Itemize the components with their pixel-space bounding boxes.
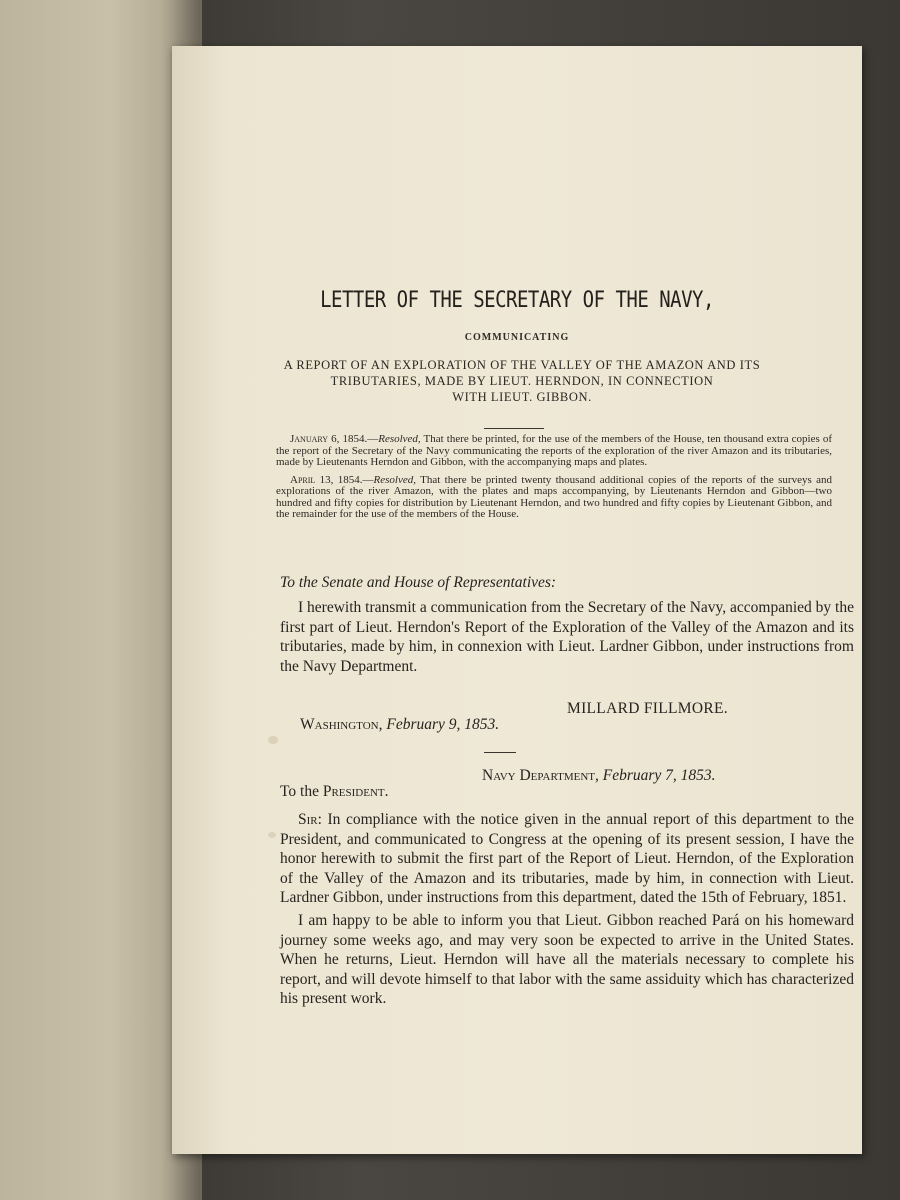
sir-label: Sir bbox=[298, 811, 318, 828]
resolved-label: Resolved, bbox=[373, 473, 416, 486]
letter-addressee bbox=[280, 783, 389, 801]
message-body bbox=[280, 598, 854, 676]
message-dateline bbox=[300, 716, 499, 734]
subtitle-line: A REPORT OF AN EXPLORATION OF THE VALLEY OF THE AMAZON AND ITS bbox=[283, 358, 761, 372]
resolution-date: January 6 bbox=[290, 433, 337, 445]
document-title: LETTER OF THE SECRETARY OF THE NAVY, bbox=[320, 287, 714, 313]
foxing-spot bbox=[268, 736, 278, 744]
addressee-prefix: To the bbox=[280, 783, 323, 800]
letter-dateline bbox=[482, 767, 716, 785]
letter-paragraph: I am happy to be able to inform you that Lieut. Gibbon reached Pará on his homeward journey some weeks ago, and may very soon be expected to arrive in the United States. When he returns, Lieut. Herndon will have all the materials necessary to complete his report, and will devote himself to that labor with the same assiduity which has characterized his present work. bbox=[280, 911, 854, 1008]
dateline-date: , February 9, 1853. bbox=[378, 716, 500, 733]
resolution-paragraph bbox=[276, 434, 832, 469]
resolutions bbox=[276, 434, 832, 527]
resolution-date: April 13 bbox=[290, 473, 331, 486]
message-salutation: To the Senate and House of Representatives: bbox=[280, 574, 557, 591]
dateline-place: Washington bbox=[300, 716, 379, 733]
foxing-spot bbox=[268, 832, 276, 838]
letter-paragraph-text: : In compliance with the notice given in the annual report of this department to the President, and communicated to Congress at the opening of its present session, I have the honor herewith to submit the first part of the Report of Lieut. Herndon, of the Exploration of the Valley of the Amazon and its tributaries, made by him, in connection with Lieut. Lardner Gibbon, under instructions from this department, dated the 15th of February, 1851. bbox=[280, 811, 854, 907]
divider-rule bbox=[484, 428, 544, 429]
resolved-label: Resolved, bbox=[378, 433, 421, 445]
letter-paragraph bbox=[280, 810, 854, 908]
subtitle-line: WITH LIEUT. GIBBON. bbox=[452, 390, 592, 404]
letter-body bbox=[280, 810, 854, 1009]
resolution-year: , 1854.— bbox=[336, 433, 379, 445]
signature: MILLARD FILLMORE. bbox=[567, 700, 728, 717]
communicating-label: COMMUNICATING bbox=[464, 332, 570, 343]
resolution-year: , 1854.— bbox=[330, 473, 374, 486]
message-paragraph: I herewith transmit a communication from the Secretary of the Navy, accompanied by the first part of Lieut. Herndon's Report of the Exploration of the Valley of the Amazon and its tributaries, made by him, in connexion with Lieut. Lardner Gibbon, under instructions from the Navy Department. bbox=[280, 599, 854, 675]
document-page bbox=[172, 46, 862, 1154]
resolution-text: That there be printed, for the use of the members of the House, ten thousand extra copies of the report of the Secretary of the Navy communicating the reports of the exploration of the river Amazon and its tributaries, made by Lieutenants Herndon and Gibbon, with the accompanying maps and plates. bbox=[276, 433, 832, 468]
subtitle-line: TRIBUTARIES, MADE BY LIEUT. HERNDON, IN CONNECTION bbox=[330, 374, 714, 388]
resolution-paragraph bbox=[276, 475, 832, 521]
divider-rule bbox=[484, 752, 516, 753]
dateline-date: , February 7, 1853. bbox=[595, 767, 716, 784]
addressee-title: President. bbox=[322, 783, 389, 800]
resolution-text: That there be printed twenty thousand additional copies of the reports of the surveys and explorations of the river Amazon, with the plates and maps accompanying, by Lieutenants Herndon and Gibbon—two hundred and fifty copies for distribution by Lieutenant Herndon, and two hundred and fifty copies by Lieutenant Gibbon, and the remainder for the use of the members of the House. bbox=[276, 473, 832, 520]
dateline-place: Navy Department bbox=[482, 767, 596, 784]
document-subtitle bbox=[242, 357, 802, 405]
